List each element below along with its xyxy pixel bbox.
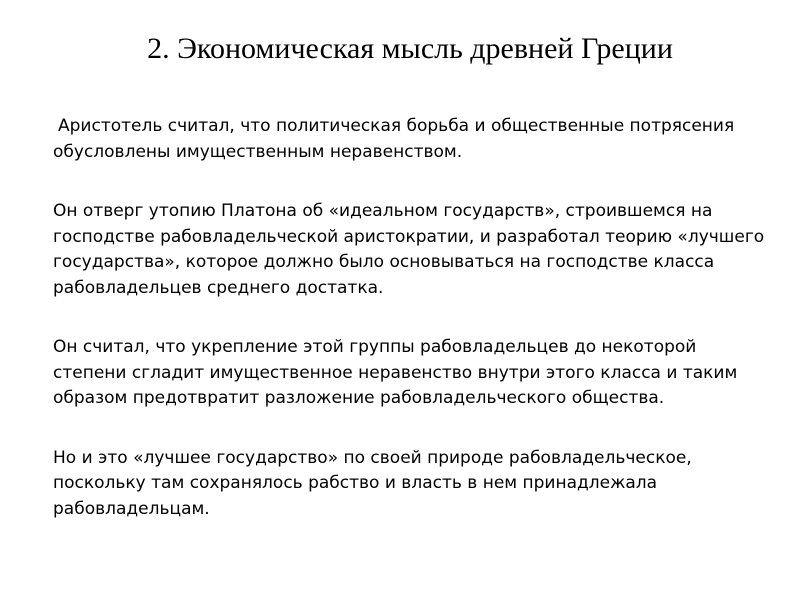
- paragraph-strengthening-group: Он считал, что укрепление этой группы рабовладельцев до некоторой степени сгладит имущественное неравенство внутри этого класса и таким образом предотвратит разложение рабовладельческого общества.: [53, 337, 738, 408]
- slide-body: [53, 114, 768, 556]
- paragraph-plato-utopia: Он отверг утопию Платона об «идеальном государств», строившемся на господстве рабовладельческой аристократии, и разработал теорию «лучшего государства», которое должно было основываться на господстве класса рабовладельцев среднего достатка.: [53, 201, 765, 298]
- slide-title: 2. Экономическая мысль древней Греции: [147, 32, 673, 65]
- paragraph-best-state: Но и это «лучшее государство» по своей природе рабовладельческое, поскольку там сохранялось рабство и власть в нем принадлежала рабовладельцам.: [53, 447, 692, 519]
- paragraph-aristotle-inequality: Аристотель считал, что политическая борьба и общественные потрясения обусловлены имущественным неравенством.: [53, 116, 735, 162]
